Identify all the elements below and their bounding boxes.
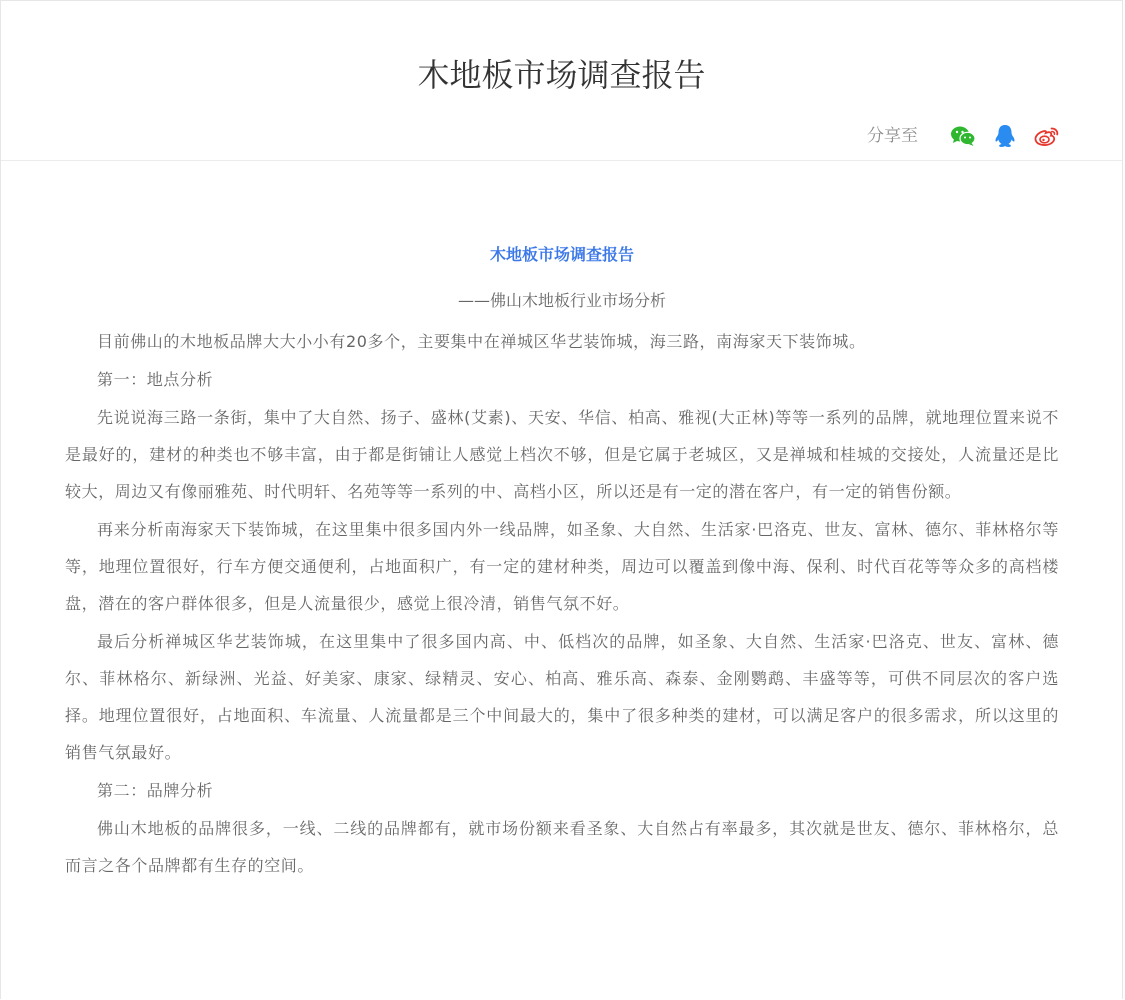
share-label: 分享至 <box>867 126 918 146</box>
qq-icon[interactable] <box>992 123 1018 149</box>
section-heading-brand: 第二：品牌分析 <box>97 781 214 800</box>
page-header <box>1 1 1122 161</box>
paragraph-chancheng: 最后分析禅城区华艺装饰城，在这里集中了很多国内高、中、低档次的品牌，如圣象、大自然、生活家·巴洛克、世友、富林、德尔、菲林格尔、新绿洲、光益、好美家、康家、绿精灵、安心、柏高、雅乐高、森泰、金刚鹦鹉、丰盛等等，可供不同层次的客户选择。地理位置很好，占地面积、车流量、人流量都是三个中间最大的，集中了很多种类的建材，可以满足客户的很多需求，所以这里的销售气氛最好。 <box>65 632 1059 762</box>
paragraph-intro: 目前佛山的木地板品牌大大小小有20多个，主要集中在禅城区华艺装饰城，海三路，南海家天下装饰城。 <box>97 332 866 351</box>
article-title: 木地板市场调查报告 <box>489 245 634 264</box>
page-title: 木地板市场调查报告 <box>417 56 706 94</box>
weibo-icon[interactable] <box>1034 123 1060 149</box>
paragraph-brand: 佛山木地板的品牌很多，一线、二线的品牌都有，就市场份额来看圣象、大自然占有率最多，其次就是世友、德尔、菲林格尔，总而言之各个品牌都有生存的空间。 <box>65 819 1059 875</box>
article-subtitle: ——佛山木地板行业市场分析 <box>457 291 666 310</box>
article-body <box>65 241 1059 885</box>
wechat-icon[interactable] <box>950 123 976 149</box>
paragraph-nanhai: 再来分析南海家天下装饰城，在这里集中很多国内外一线品牌，如圣象、大自然、生活家·巴洛克、世友、富林、德尔、菲林格尔等等，地理位置很好，行车方便交通便利，占地面积广，有一定的建材种类，周边可以覆盖到像中海、保利、时代百花等等众多的高档楼盘，潜在的客户群体很多，但是人流量很少，感觉上很冷清，销售气氛不好。 <box>65 520 1059 613</box>
paragraph-haisanlu: 先说说海三路一条街，集中了大自然、扬子、盛林(艾素)、天安、华信、柏高、雅视(大正林)等等一系列的品牌，就地理位置来说不是最好的，建材的种类也不够丰富，由于都是街铺让人感觉上档次不够，但是它属于老城区，又是禅城和桂城的交接处，人流量还是比较大，周边又有像丽雅苑、时代明轩、名苑等等一系列的中、高档小区，所以还是有一定的潜在客户，有一定的销售份额。 <box>65 408 1059 501</box>
section-heading-location: 第一：地点分析 <box>97 370 214 389</box>
share-bar <box>867 121 1060 151</box>
